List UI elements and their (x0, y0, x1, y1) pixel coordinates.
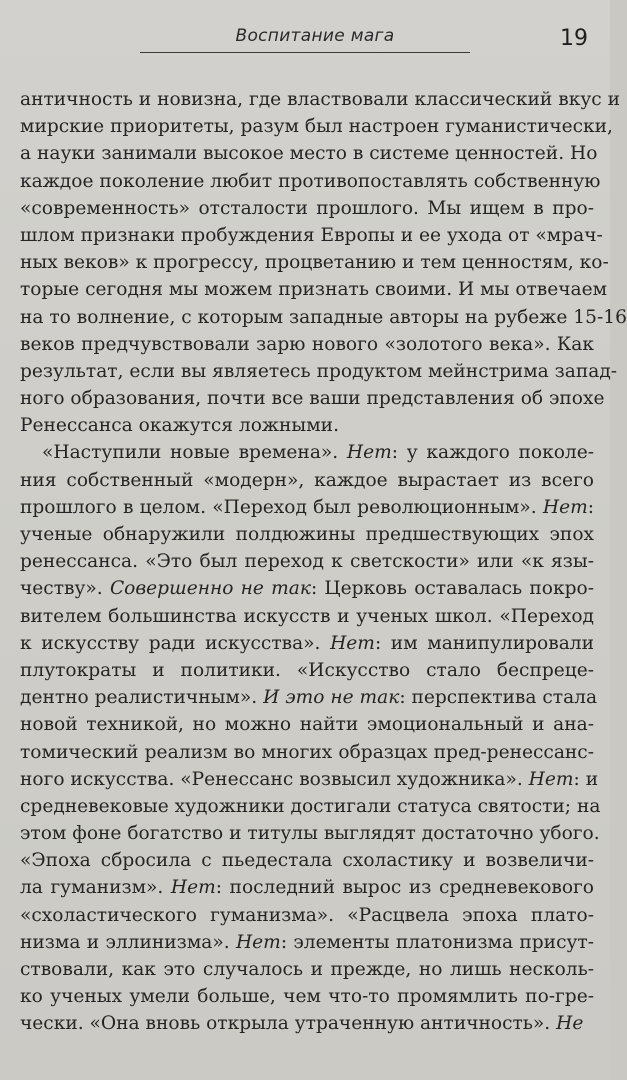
text-line (20, 1010, 594, 1037)
text-run: : им манипулировали (374, 632, 594, 654)
italic-phrase: Нет (170, 877, 216, 899)
text-run: к искусству ради искусства». (20, 632, 331, 654)
text-run: низма и эллинизма». (20, 931, 236, 953)
text-run: результат, если вы являетесь продуктом мейнстрима запад- (20, 360, 618, 382)
text-run: ла гуманизм». (20, 877, 171, 899)
text-run: «схоластического гуманизма». «Расцвела эпоха плато- (20, 904, 594, 926)
text-run: дентно реалистичным». (20, 687, 264, 709)
text-line (20, 956, 594, 983)
text-line (20, 684, 598, 711)
text-run: «современность» отсталости прошлого. Мы ищем в про- (20, 197, 594, 219)
text-line (20, 902, 594, 929)
text-line (20, 249, 609, 276)
text-line (20, 874, 594, 901)
italic-phrase: И это не так (263, 687, 400, 709)
text-line (20, 195, 594, 222)
text-run: каждое поколение любит противопоставлять собственную (20, 170, 601, 192)
italic-phrase: Совершенно не так (109, 578, 311, 600)
text-run: мирские приоритеты, разум был настроен гуманистически, (20, 116, 613, 138)
text-run: честву». (20, 578, 110, 600)
text-run: ко ученых умели больше, чем что-то промямлить по-гре- (20, 986, 594, 1008)
text-run: Ренессанса окажутся ложными. (20, 415, 339, 437)
paragraph (20, 86, 627, 439)
text-run: : у каждого поколе- (391, 442, 594, 464)
text-run: : и (573, 768, 599, 790)
text-run: ных веков» к прогрессу, процветанию и тем ценностям, ко- (20, 252, 609, 274)
body-text (20, 86, 627, 1038)
text-run: средневековые художники достигали статуса святости; на (20, 795, 601, 817)
text-run: : перспектива стала (399, 687, 598, 709)
text-line (20, 467, 594, 494)
text-run: на то волнение, с которым западные авторы на рубеже 15-16 (20, 306, 627, 328)
text-line (20, 304, 627, 331)
text-line (20, 358, 618, 385)
text-line (20, 439, 594, 466)
text-line (20, 793, 601, 820)
text-line (20, 820, 600, 847)
text-run: ния собственный «модерн», каждое вырастает из всего (20, 469, 594, 491)
text-run: : (587, 496, 594, 518)
text-line (20, 575, 594, 602)
italic-phrase: Нет (542, 496, 588, 518)
text-line (20, 548, 594, 575)
text-run: этом фоне богатство и титулы выглядят достаточно убого. (20, 823, 600, 845)
text-run: плутократы и политики. «Искусство стало беспреце- (20, 659, 594, 681)
text-line (20, 766, 599, 793)
italic-phrase: Нет (346, 442, 392, 464)
italic-phrase: Нет (528, 768, 574, 790)
italic-phrase: Не (556, 1013, 584, 1035)
text-line (20, 113, 613, 140)
text-line (20, 983, 594, 1010)
text-run: вителем большинства искусств и ученых школ. «Переход (20, 605, 594, 627)
text-line (20, 331, 594, 358)
text-run: чески. «Она вновь открыла утраченную античность». (20, 1013, 557, 1035)
text-line (20, 276, 608, 303)
text-line (20, 412, 594, 439)
text-line (20, 521, 594, 548)
text-run: новой техникой, но можно найти эмоциональный и ана- (20, 714, 594, 736)
text-line (20, 494, 594, 521)
text-run: ного искусства. «Ренессанс возвысил художника». (20, 768, 529, 790)
text-run: ствовали, как это случалось и прежде, но лишь несколь- (20, 959, 594, 980)
text-run: торые сегодня мы можем признать своими. И мы отвечаем (20, 279, 608, 301)
text-line (20, 929, 594, 956)
paragraph (20, 439, 601, 1037)
text-run: : Церковь оставалась покро- (310, 578, 594, 600)
text-line (20, 140, 598, 167)
running-title: Воспитание мага (235, 26, 395, 46)
text-run: «Эпоха сбросила с пьедестала схоластику и возвеличи- (20, 850, 594, 872)
text-line (20, 603, 594, 630)
text-run: прошлого в целом. «Переход был революционным». (20, 496, 543, 518)
text-run: ренессанса. «Это был переход к светскости» или «к язы- (20, 551, 594, 573)
text-line (20, 630, 594, 657)
text-run: «Наступили новые времена». (42, 442, 347, 464)
text-line (20, 711, 594, 738)
italic-phrase: Нет (235, 931, 281, 953)
text-run: античность и новизна, где властвовали классический вкус и (20, 89, 620, 110)
text-run: томический реализм во многих образцах пред-ренессанс- (20, 741, 594, 763)
text-line (20, 385, 605, 412)
text-run: ного образования, почти все ваши представления об эпохе (20, 388, 605, 410)
text-run: шлом признаки пробуждения Европы и ее ухода от «мрач- (20, 224, 603, 246)
text-line (20, 222, 603, 249)
header-rule (140, 52, 470, 53)
text-line (20, 168, 601, 195)
text-line (20, 847, 594, 874)
text-run: : элементы платонизма присут- (280, 931, 594, 953)
italic-phrase: Нет (330, 632, 375, 654)
page-number: 19 (560, 26, 588, 51)
text-run: ученые обнаружили полдюжины предшествующих эпох (20, 524, 594, 545)
text-run: веков предчувствовали зарю нового «золотого века». Как (20, 333, 594, 355)
text-run: а науки занимали высокое место в системе ценностей. Но (20, 143, 598, 165)
text-line (20, 739, 594, 766)
text-line (20, 86, 620, 113)
text-line (20, 657, 594, 684)
text-run: : последний вырос из средневекового (215, 877, 594, 899)
